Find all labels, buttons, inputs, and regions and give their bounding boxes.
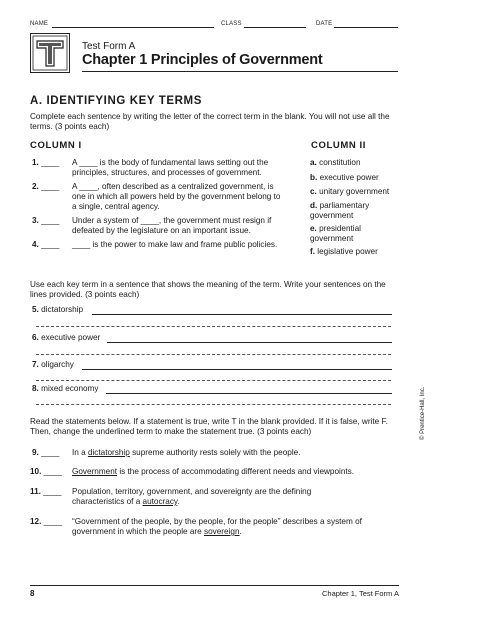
item-3-number: 3. ____ xyxy=(32,216,60,225)
item-4-text: ____ is the power to make law and frame public policies. xyxy=(72,240,278,249)
item-8-term: 8. mixed economy xyxy=(32,384,99,393)
footer-chapter-label: Chapter 1, Test Form A xyxy=(322,589,399,598)
option-a: a. constitution xyxy=(310,158,361,167)
item-1-text: A ____ is the body of fundamental laws setting out the principles, structures, and processes of government. xyxy=(72,158,269,177)
item-1-number: 1. ____ xyxy=(32,158,60,167)
answer-line-6b[interactable] xyxy=(36,354,391,355)
option-d: d. parliamentary government xyxy=(310,201,370,220)
answer-line-5a[interactable] xyxy=(92,314,392,315)
date-line xyxy=(334,27,398,28)
item-4-number: 4. ____ xyxy=(32,240,60,249)
form-title: Test Form A xyxy=(82,41,136,52)
option-e: e. presidential government xyxy=(310,224,361,243)
item-11-text: Population, territory, government, and sovereignty are the defining characteristics of a autocracy. xyxy=(72,487,312,506)
item-2-text: A ____, often described as a centralized government, is one in which all powers held by the government belong to a single, central agency. xyxy=(72,182,281,211)
column-1-heading: COLUMN I xyxy=(30,140,82,151)
answer-blank-4[interactable]: ____ xyxy=(41,240,60,249)
option-c: c. unitary government xyxy=(310,187,390,196)
answer-line-8b[interactable] xyxy=(36,404,391,405)
answer-blank-11[interactable]: ____ xyxy=(43,487,62,496)
item-12-number: 12. ____ xyxy=(30,517,62,526)
section-b-instructions: Use each key term in a sentence that shows the meaning of the term. Write your sentences on the lines provided. (3 points each) xyxy=(30,280,386,299)
name-label: NAME xyxy=(30,21,49,27)
option-f: f. legislative power xyxy=(310,247,378,256)
option-b: b. executive power xyxy=(310,173,379,182)
section-a-instructions: Complete each sentence by writing the letter of the correct term in the blank. You will not use all the terms. (3 points each) xyxy=(30,112,390,131)
item-9-text: In a dictatorship supreme authority rests solely with the people. xyxy=(72,448,301,457)
item-9-number: 9. ____ xyxy=(32,448,60,457)
class-label: CLASS xyxy=(221,21,242,27)
answer-line-7a[interactable] xyxy=(82,369,392,370)
test-logo-icon xyxy=(30,33,70,73)
page-number: 8 xyxy=(30,589,35,598)
name-line xyxy=(52,27,214,28)
column-2-heading: COLUMN II xyxy=(311,140,367,151)
item-12-text: “Government of the people, by the people, for the people” describes a system of government in which the people are sovereign. xyxy=(72,517,362,536)
section-a-heading: A. IDENTIFYING KEY TERMS xyxy=(30,95,203,107)
item-10-number: 10. ____ xyxy=(30,467,62,476)
answer-blank-1[interactable]: ____ xyxy=(41,158,60,167)
class-line xyxy=(244,27,306,28)
answer-blank-3[interactable]: ____ xyxy=(41,216,60,225)
date-label: DATE xyxy=(316,21,333,27)
answer-line-8a[interactable] xyxy=(106,393,392,394)
title-underline xyxy=(82,71,398,72)
answer-blank-10[interactable]: ____ xyxy=(43,467,62,476)
item-10-text: Government is the process of accommodating different needs and viewpoints. xyxy=(72,467,355,476)
answer-blank-12[interactable]: ____ xyxy=(43,517,62,526)
item-7-term: 7. oligarchy xyxy=(32,360,74,369)
item-2-number: 2. ____ xyxy=(32,182,60,191)
copyright-notice: © Prentice-Hall, Inc. xyxy=(420,386,426,440)
footer-rule xyxy=(30,585,399,586)
answer-line-6a[interactable] xyxy=(107,342,392,343)
section-c-instructions: Read the statements below. If a statement is true, write T in the blank provided. If it is false, write F. Then, change the underlined term to make the statement true. (3 points each) xyxy=(30,417,388,436)
item-5-term: 5. dictatorship xyxy=(32,305,83,314)
answer-line-5b[interactable] xyxy=(36,326,391,327)
item-6-term: 6. executive power xyxy=(32,333,101,342)
item-11-number: 11. ____ xyxy=(30,487,62,496)
item-3-text: Under a system of ____, the government must resign if defeated by the legislature on an important issue. xyxy=(72,216,272,235)
answer-blank-9[interactable]: ____ xyxy=(41,448,60,457)
answer-blank-2[interactable]: ____ xyxy=(41,182,60,191)
chapter-title: Chapter 1 Principles of Government xyxy=(82,52,323,68)
answer-line-7b[interactable] xyxy=(36,380,391,381)
